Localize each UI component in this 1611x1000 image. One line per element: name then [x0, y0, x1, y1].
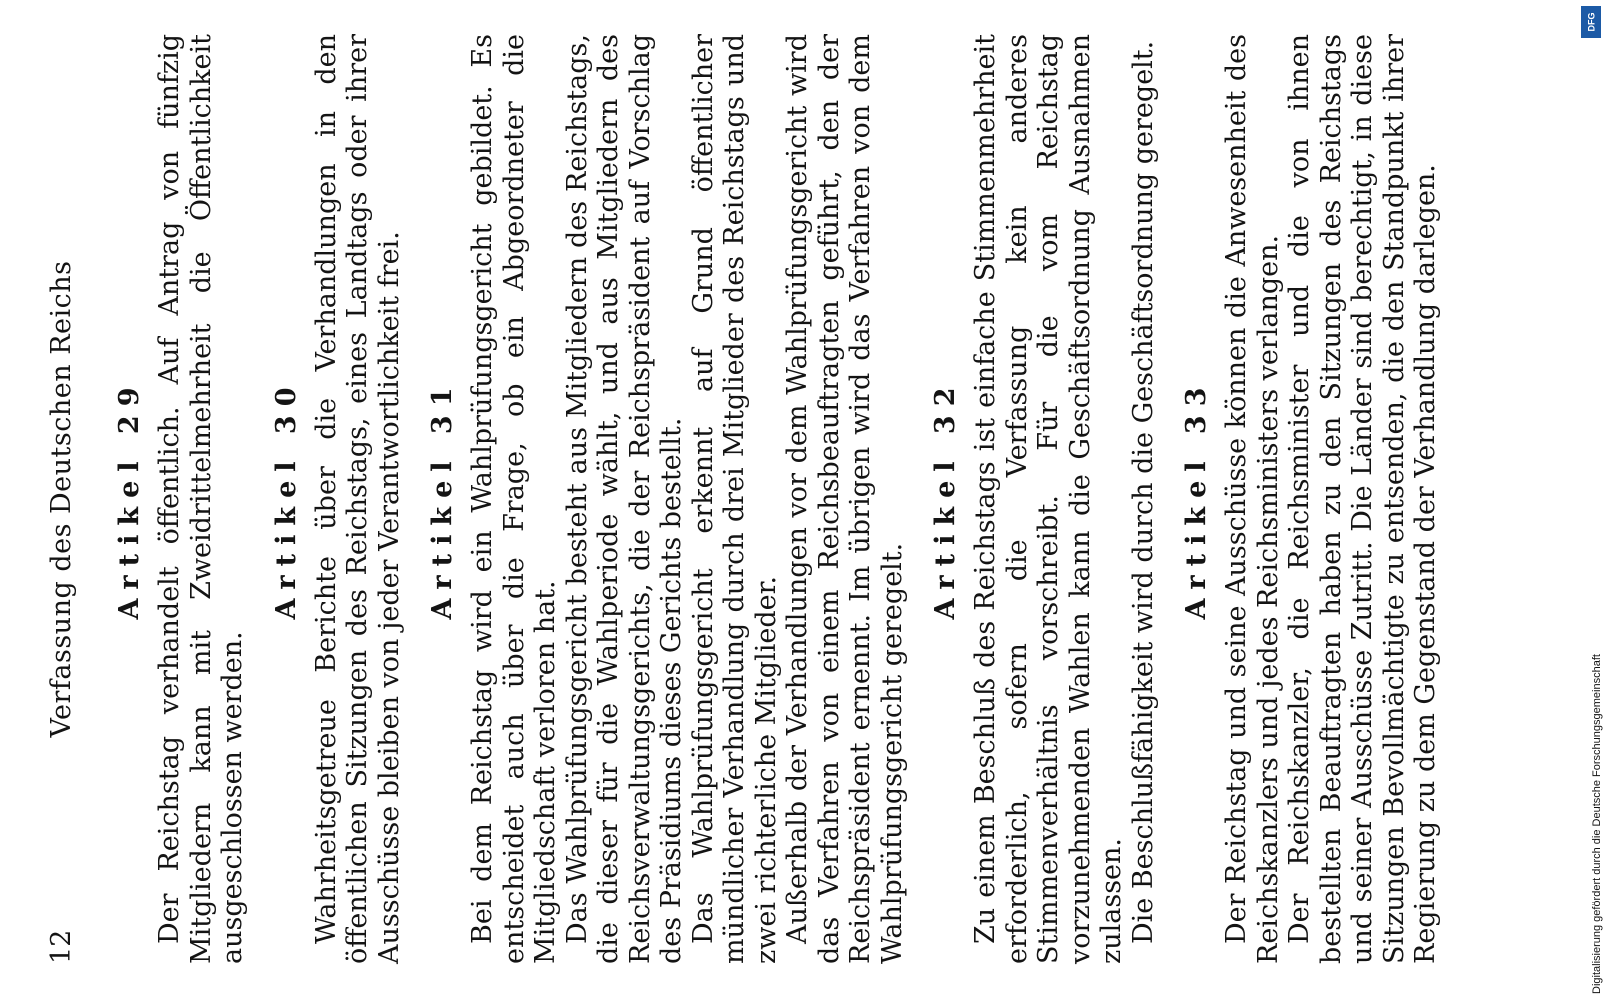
- article-32: [928, 34, 1159, 964]
- article-heading: Artikel 29: [114, 378, 145, 620]
- running-title: Verfassung des Deutschen Reichs: [46, 260, 77, 738]
- article-paragraph: Zu einem Beschluß des Reichstags ist einfache Stimmenmehrheit erforderlich, sofern die Verfassung kein anderes Stimmenverhältnis vorschreibt. Für die vom Reichstag vorzunehmenden Wahlen kann die Geschäftsordnung Ausnahmen zulassen.: [970, 34, 1127, 964]
- dfg-logo: [1581, 6, 1601, 38]
- article-33: [1179, 34, 1442, 964]
- article-paragraph: Der Reichskanzler, die Reichsminister und die von ihnen bestellten Beauftragten haben zu den Sitzungen des Reichstags und seiner Ausschüsse Zutritt. Die Länder sind berechtigt, in diese Sitzungen Bevollmächtigte zu entsenden, die den Standpunkt ihrer Regierung zu dem Gegenstand der Verhandlung darlegen.: [1284, 34, 1441, 964]
- dfg-logo-label: DFG: [1586, 12, 1596, 32]
- article-paragraph: Der Reichstag und seine Ausschüsse können die Anwesenheit des Reichskanzlers und jedes Reichsministers verlangen.: [1221, 34, 1284, 964]
- article-31: [425, 34, 908, 964]
- article-paragraph: Das Wahlprüfungsgericht besteht aus Mitgliedern des Reichstags, die dieser für die Wahlperiode wählt, und aus Mitgliedern des Reichsverwaltungsgerichts, die der Reichspräsident auf Vorschlag des Präsidiums dieses Gerichts bestellt.: [561, 34, 687, 964]
- article-heading: Artikel 33: [1181, 378, 1212, 620]
- body-text: [112, 34, 1462, 964]
- article-paragraph: Die Beschlußfähigkeit wird durch die Geschäftsordnung geregelt.: [1127, 40, 1159, 944]
- running-head: [42, 34, 82, 964]
- article-paragraph: Der Reichstag verhandelt öffentlich. Auf Antrag von fünfzig Mitgliedern kann mit Zweidrittelmehrheit die Öffentlichkeit ausgeschlossen werden.: [154, 34, 248, 964]
- digitization-credit-text: Digitalisierung gefördert durch die Deutsche Forschungsgemeinschaft: [1591, 654, 1603, 994]
- article-heading: Artikel 30: [270, 378, 302, 620]
- page-number: 12: [46, 929, 77, 964]
- article-paragraph: Das Wahlprüfungsgericht erkennt auf Grund öffentlicher mündlicher Verhandlung durch drei Mitglieder des Reichstags und zwei richterliche Mitglieder.: [687, 34, 782, 964]
- article-30: [269, 34, 406, 964]
- article-heading: Artikel 32: [930, 378, 961, 620]
- article-paragraph: Bei dem Reichstag wird ein Wahlprüfungsgericht gebildet. Es entscheidet auch über die Frage, ob ein Abgeordneter die Mitgliedschaft verloren hat.: [467, 34, 561, 964]
- article-29: [112, 34, 249, 964]
- article-heading: Artikel 31: [427, 378, 458, 620]
- digitization-credit: [1579, 6, 1601, 994]
- article-paragraph: Wahrheitsgetreue Berichte über die Verhandlungen in den öffentlichen Sitzungen des Reichstags, eines Landtags oder ihrer Ausschüsse bleiben von jeder Verantwortlichkeit frei.: [310, 34, 405, 964]
- article-paragraph: Außerhalb der Verhandlungen vor dem Wahlprüfungsgericht wird das Verfahren von einem Reichsbeauftragten geführt, den der Reichspräsident ernennt. Im übrigen wird das Verfahren von dem Wahlprüfungsgericht geregelt.: [782, 34, 908, 964]
